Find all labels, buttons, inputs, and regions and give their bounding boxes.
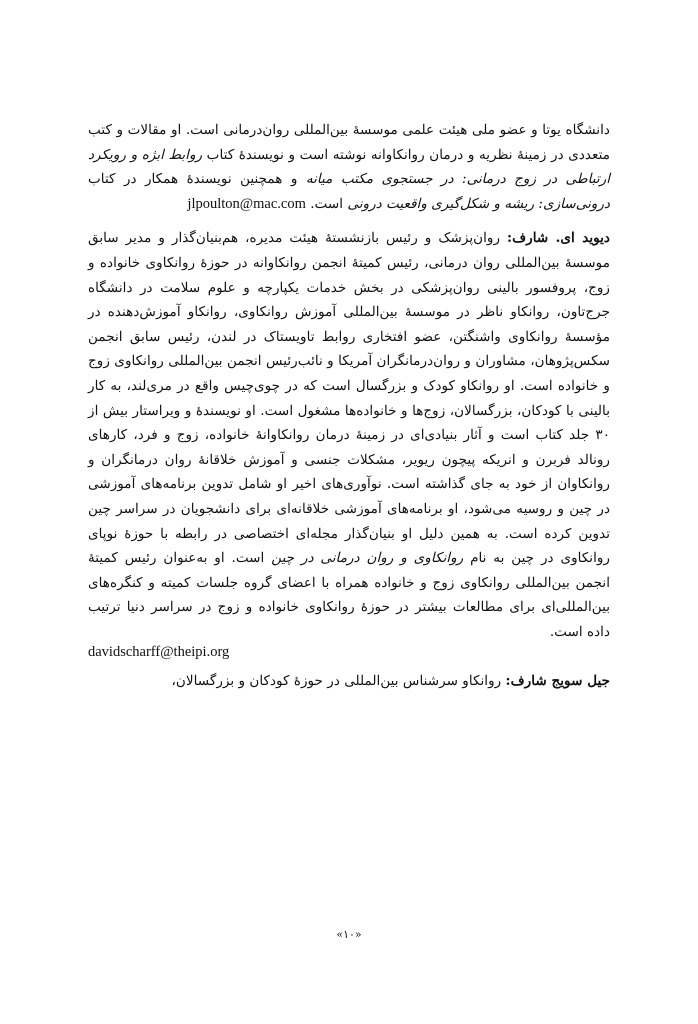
poulton-text-3: است.: [310, 195, 348, 212]
paragraph-jill-scharff-bio: [88, 669, 610, 694]
poulton-book-title-2: درونی‌سازی: ریشه و شکل‌گیری واقعیت درونی: [347, 195, 610, 212]
jill-scharff-name: جیل سویج شارف:: [505, 673, 610, 690]
poulton-text-2: و همچنین نویسندهٔ همکار در کتاب: [88, 171, 306, 188]
jill-scharff-text-1: روانکاو سرشناس بین‌المللی در حوزهٔ کودکان و بزرگسالان،: [171, 673, 506, 690]
page-body: [88, 118, 610, 694]
poulton-text-1: دانشگاه یوتا و عضو ملی هیئت علمی موسسهٔ بین‌المللی روان‌درمانی است. او مقالات و کتب متعددی در زمینهٔ نظریه و درمان روانکاوانه نوشته است و نویسندهٔ کتاب: [88, 122, 610, 163]
poulton-email-link[interactable]: jlpoulton@mac.com: [187, 195, 306, 212]
paragraph-poulton-bio: [88, 118, 610, 216]
david-scharff-name: دیوید ای. شارف:: [507, 230, 610, 247]
david-scharff-text-2: است. او به‌عنوان رئیس کمیتهٔ انجمن بین‌المللی روانکاوی زوج و خانواده همراه با اعضای گروه جلسات کمیته و کنگره‌های بین‌المللی‌ای برای مطالعات بیشتر در حوزهٔ روانکاوی خانواده و زوج در سراسر دنیا ترتیب داده است.: [88, 550, 610, 640]
page-number: «۱۰»: [336, 928, 362, 941]
poulton-book-title-1: روابط ابژه و رویکرد ارتباطی در زوج درمانی: در جستجوی مکتب میانه: [88, 146, 610, 188]
paragraph-david-scharff-bio: [88, 226, 610, 644]
david-scharff-journal-title: روانکاوی و روان درمانی در چین: [271, 550, 464, 567]
david-scharff-text-1: روان‌پزشک و رئیس بازنشستهٔ هیئت مدیره، هم‌بنیان‌گذار و مدیر سابق موسسهٔ بین‌المللی روان درمانی، رئیس کمیتهٔ انجمن روانکاوانه در حوزهٔ روانکاوی خانواده و زوج، پروفسور بالینی روان‌پزشکی در بخش خدمات یکپارچه و علوم سلامت در دانشگاه جرج‌تاون، روانکاو ناظر در موسسهٔ بین‌المللی آموزش روانکاوی، روانکاو آموزش‌دهنده در مؤسسهٔ روانکاوی واشنگتن، عضو افتخاری روابط تاویستاک در لندن، رئیس سابق انجمن سکس‌پژوهان، مشاوران و روان‌درمانگران آمریکا و نائب‌رئیس انجمن بین‌المللی روانکاوی زوج و خانواده است. او روانکاو کودک و بزرگسال است که در چوی‌چیس واقع در مری‌لند، به کار بالینی با کودکان، بزرگسالان، زوج‌ها و خانواده‌ها مشغول است. او نویسندهٔ و ویراستار بیش از ۳۰ جلد کتاب است و آثار بنیادی‌ای در زمینهٔ درمان روانکاوانهٔ خانواده، زوج و فرد، کارهای رونالد فربرن و انریکه پیچون ریویر، مشکلات جنسی و آموزش خلاقانهٔ روان درمانگران و روانکاوان از خود به جای گذاشته است. نوآوری‌های اخیر او شامل تدوین برنامه‌های آموزشی در چین و روسیه می‌شود، او برنامه‌های آموزشی خلاقانه‌ای برای دانشجویان در سراسر چین تدوین کرده است. به همین دلیل او بنیان‌گذار مجله‌ای اختصاصی در رابطه با حوزهٔ نوپای روانکاوی در چین به نام: [88, 230, 610, 567]
david-scharff-email-link[interactable]: davidscharff@theipi.org: [88, 644, 230, 661]
